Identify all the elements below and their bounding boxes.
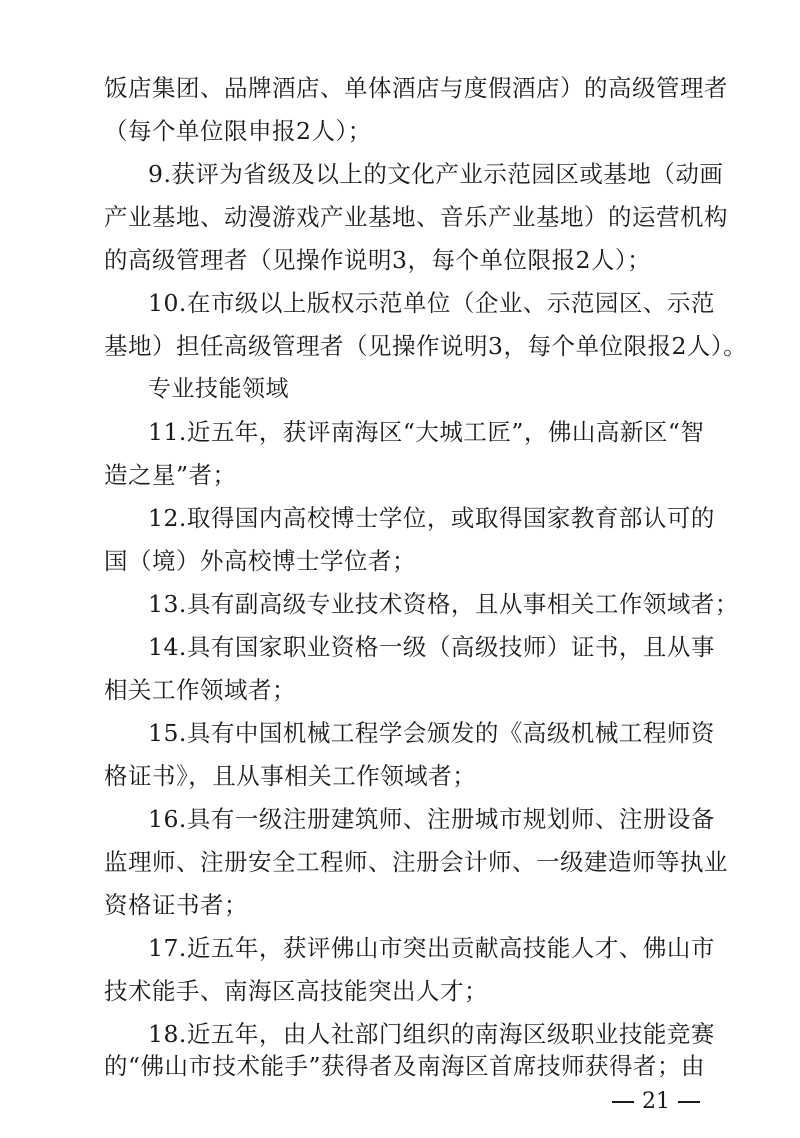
- text-line: 技术能手、南海区高技能突出人才；: [104, 977, 488, 1005]
- section-heading: 专业技能领域: [148, 376, 289, 402]
- page-number: [612, 1085, 712, 1119]
- text-line: 造之星”者；: [104, 461, 237, 489]
- text-line: 格证书》，且从事相关工作领域者；: [104, 762, 477, 790]
- text-line: 16.具有一级注册建筑师、注册城市规划师、注册设备: [148, 805, 715, 833]
- page-number-value: 21: [642, 1089, 670, 1114]
- text-line: 监理师、注册安全工程师、注册会计师、一级建造师等执业: [104, 848, 728, 876]
- text-line: 基地）担任高级管理者（见操作说明3，每个单位限报2人）。: [104, 332, 748, 360]
- text-line: 10.在市级以上版权示范单位（企业、示范园区、示范: [148, 289, 715, 317]
- text-line: 12.取得国内高校博士学位，或取得国家教育部认可的: [148, 504, 715, 532]
- text-line: 的“佛山市技术能手”获得者及南海区首席技师获得者；由: [104, 1052, 706, 1080]
- text-line: 的高级管理者（见操作说明3，每个单位限报2人）；: [104, 246, 652, 274]
- dash-decoration: [678, 1101, 700, 1103]
- text-line: 15.具有中国机械工程学会颁发的《高级机械工程师资: [148, 719, 715, 747]
- text-line: （每个单位限申报2人）；: [104, 117, 372, 145]
- text-line: 9.获评为省级及以上的文化产业示范园区或基地（动画: [148, 160, 724, 188]
- text-line: 产业基地、动漫游戏产业基地、音乐产业基地）的运营机构: [104, 203, 728, 231]
- dash-decoration: [612, 1101, 634, 1103]
- text-line: 11.近五年，获评南海区“大城工匠”，佛山高新区“智: [148, 418, 705, 446]
- text-line: 18.近五年，由人社部门组织的南海区级职业技能竞赛: [148, 1020, 715, 1048]
- text-line: 17.近五年，获评佛山市突出贡献高技能人才、佛山市: [148, 934, 715, 962]
- text-line: 相关工作领域者；: [104, 676, 296, 704]
- text-line: 13.具有副高级专业技术资格，且从事相关工作领域者；: [148, 590, 739, 618]
- text-line: 14.具有国家职业资格一级（高级技师）证书，且从事: [148, 633, 715, 661]
- text-line: 国（境）外高校博士学位者；: [104, 547, 416, 575]
- text-line: 饭店集团、品牌酒店、单体酒店与度假酒店）的高级管理者: [104, 74, 728, 102]
- text-line: 资格证书者；: [104, 891, 248, 919]
